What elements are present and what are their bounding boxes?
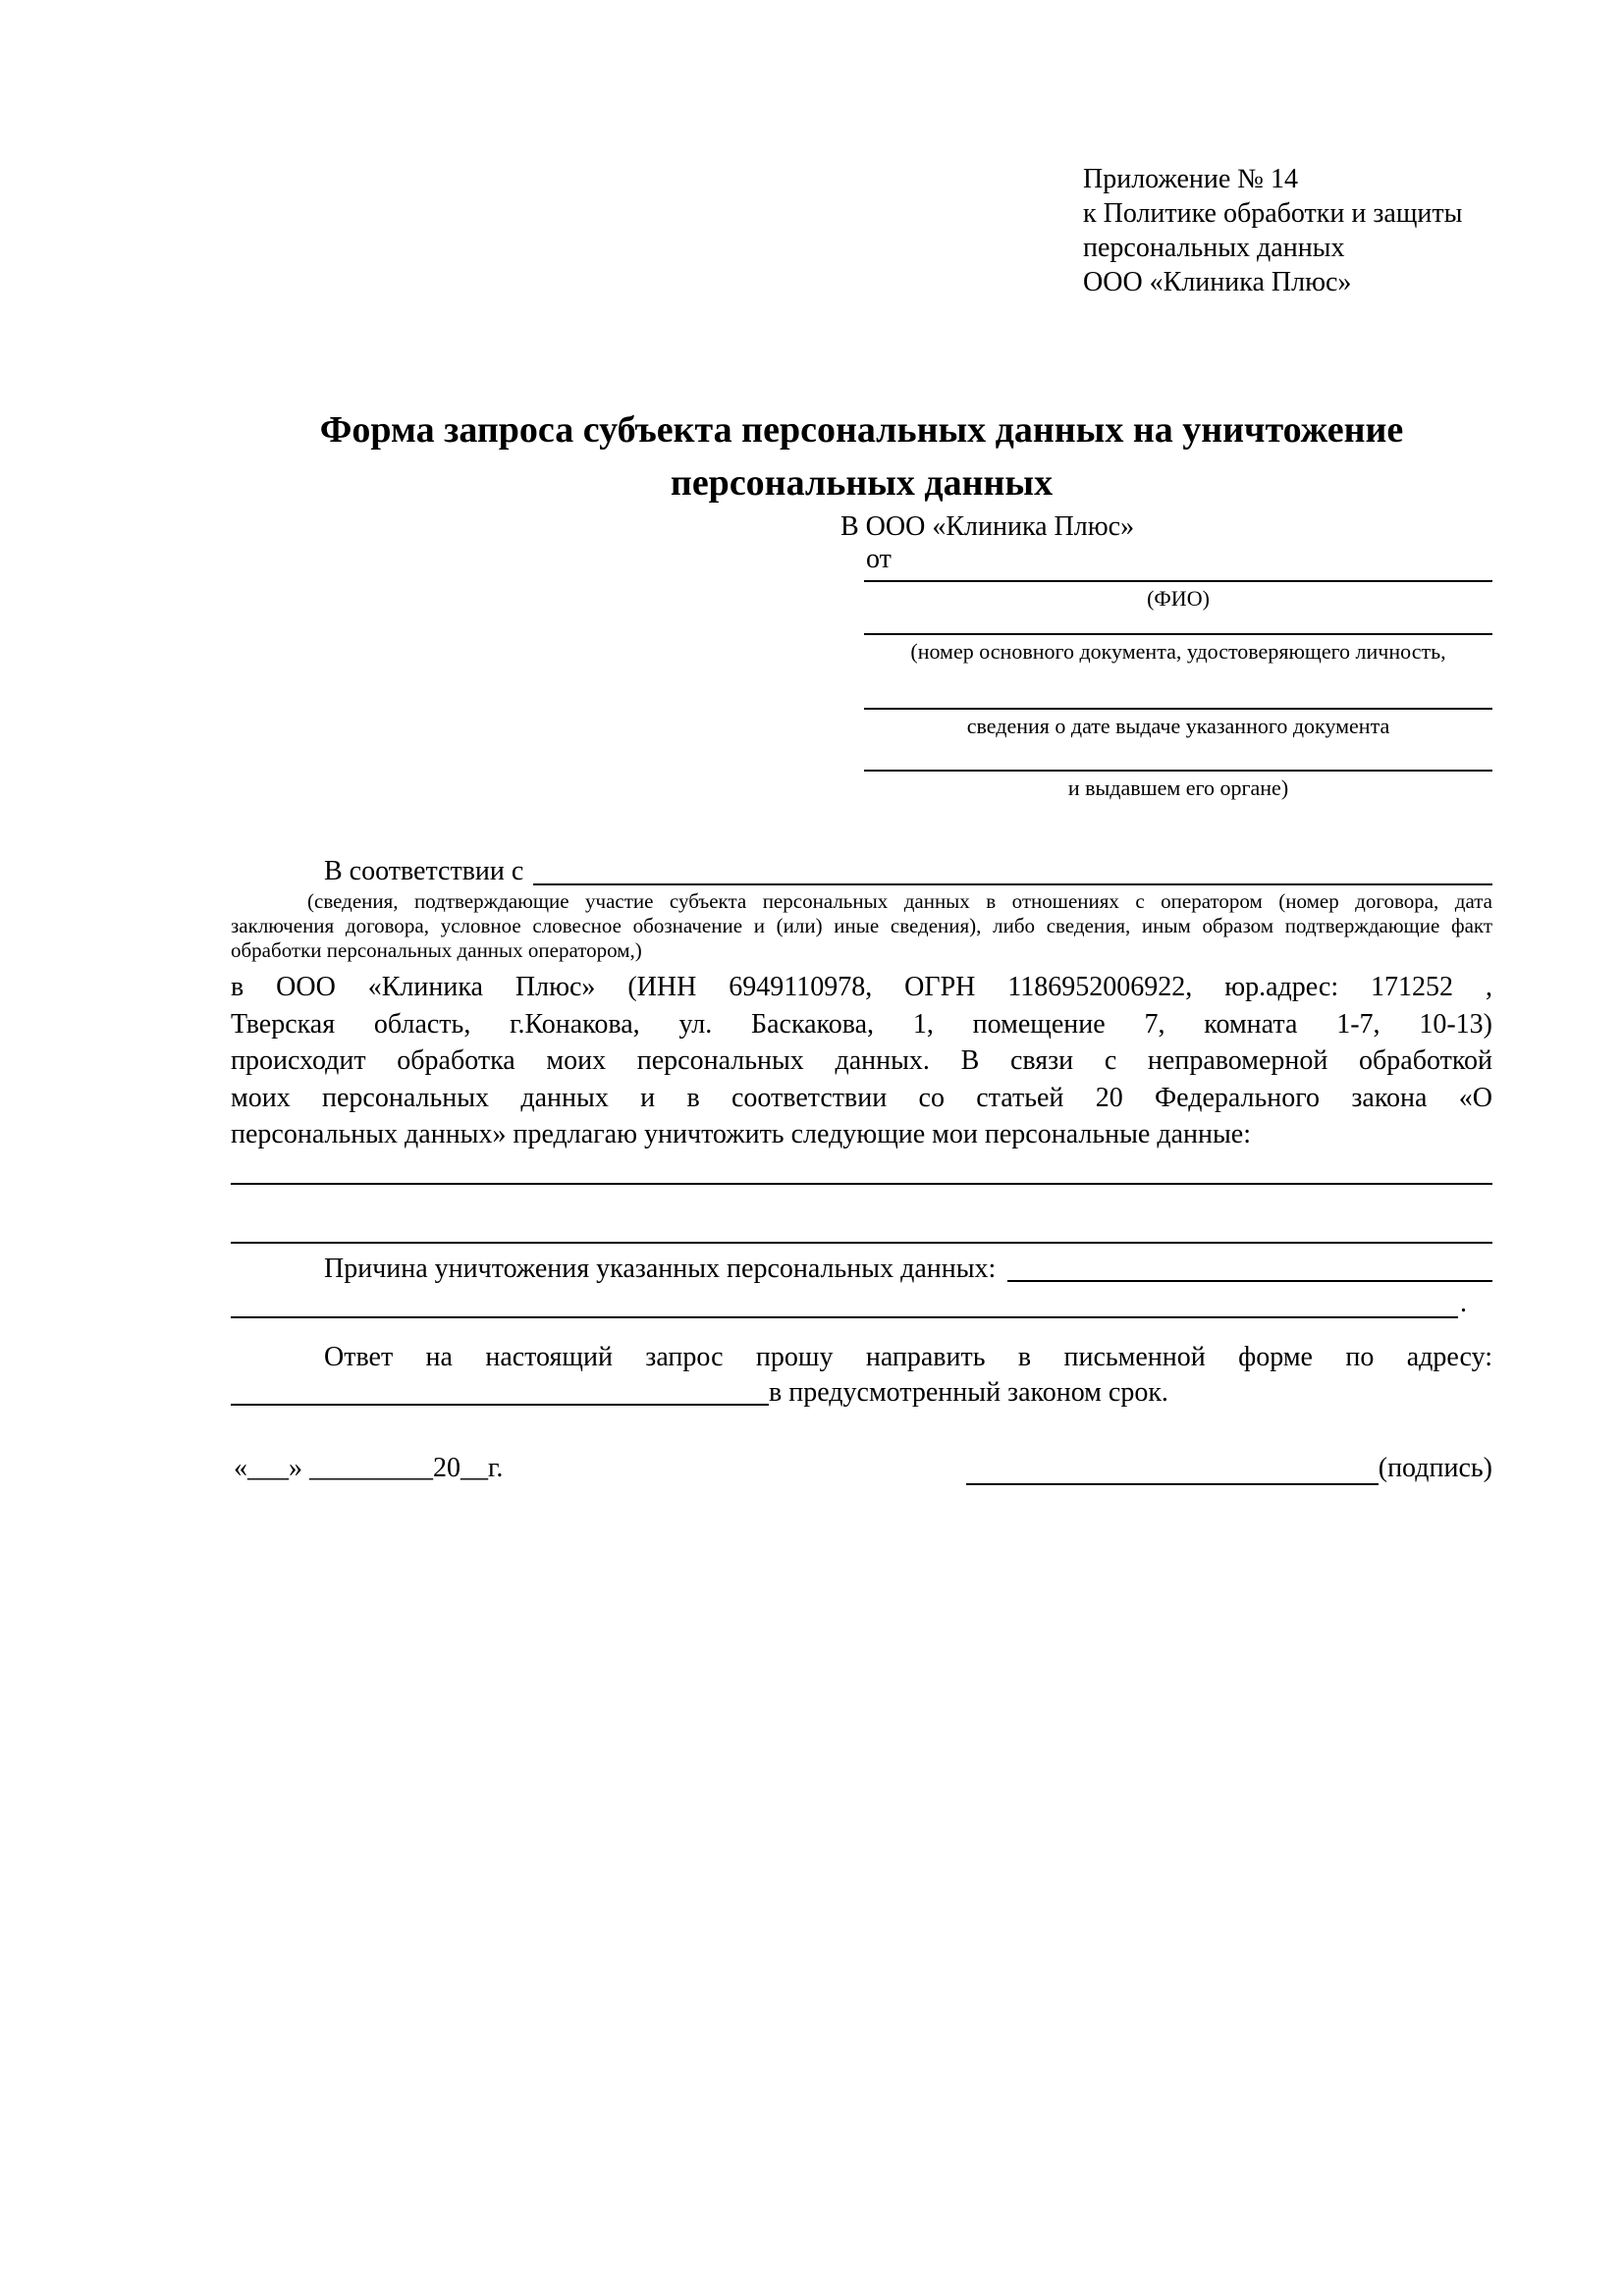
fio-caption: (ФИО)	[1147, 586, 1210, 611]
issue-date-blank-line	[864, 665, 1492, 710]
reason-blank-line	[1007, 1252, 1492, 1282]
body-line: моих персональных данных и в соответствии со статьей 20 Федерального закона «О	[231, 1082, 1492, 1113]
body-line: Тверская область, г.Конакова, ул. Баскакова, 1, помещение 7, комната 1-7, 10-13)	[231, 1008, 1492, 1040]
document-title: Форма запроса субъекта персональных данных на уничтожение персональных данных	[319, 409, 1404, 504]
date-blank-text: «___» _________20__г.	[234, 1452, 504, 1483]
accordance-row	[231, 854, 1492, 889]
accordance-blank-line	[533, 854, 1492, 885]
signature-caption: (подпись)	[1378, 1452, 1492, 1483]
data-to-destroy-blank-line	[231, 1187, 1492, 1244]
document-content	[231, 162, 1492, 1485]
appendix-header-line: ООО «Клиника Плюс»	[1083, 267, 1352, 297]
fio-blank-line	[864, 574, 1492, 582]
date-signature-row	[231, 1452, 1492, 1485]
appendix-header	[1083, 162, 1492, 299]
accordance-note	[231, 889, 1492, 963]
address-term-row	[231, 1375, 1492, 1411]
address-blank-line	[231, 1375, 769, 1406]
issuing-authority-blank-line	[864, 739, 1492, 772]
issuing-authority-caption: и выдавшем его органе)	[1067, 775, 1289, 800]
body-line: в ООО «Клиника Плюс» (ИНН 6949110978, ОГРН 1186952006922, юр.адрес: 171252 ,	[231, 972, 1492, 1002]
accordance-note-line: обработки персональных данных оператором,)	[231, 938, 642, 962]
recipient-line: В ООО «Клиника Плюс»	[840, 511, 1135, 542]
body-paragraph	[231, 969, 1492, 1153]
body-line: персональных данных» предлагаю уничтожить следующие мои персональные данные:	[231, 1119, 1251, 1149]
addressee-fields	[864, 574, 1492, 801]
answer-request-line: Ответ на настоящий запрос прошу направить в письменной форме по адресу:	[324, 1341, 1492, 1372]
issue-date-caption: сведения о дате выдаче указанного документа	[966, 714, 1390, 738]
reason-label: Причина уничтожения указанных персональных данных:	[324, 1253, 997, 1284]
document-number-blank-line	[864, 612, 1492, 635]
appendix-header-line: персональных данных	[1083, 233, 1345, 263]
from-label: от	[866, 544, 892, 574]
accordance-note-line: (сведения, подтверждающие участие субъекта персональных данных в отношениях с оператором (номер договора, дата	[307, 889, 1492, 913]
term-text: в предусмотренный законом срок.	[769, 1376, 1168, 1408]
signature-blank-line	[966, 1460, 1379, 1485]
reason-blank-line	[231, 1295, 1458, 1318]
appendix-header-line: Приложение № 14	[1083, 164, 1298, 194]
reason-continuation-row	[231, 1289, 1492, 1318]
body-line: происходит обработка моих персональных данных. В связи с неправомерной обработкой	[231, 1045, 1492, 1076]
accordance-note-line: заключения договора, условное словесное обозначение и (или) иные сведения), либо сведения, иным образом подтверждающие факт	[231, 914, 1492, 937]
trailing-period: .	[1460, 1287, 1467, 1318]
document-number-caption: (номер основного документа, удостоверяющего личность,	[910, 639, 1446, 664]
reason-row	[231, 1252, 1492, 1287]
accordance-prefix: В соответствии с	[324, 856, 524, 886]
data-to-destroy-blank-line	[231, 1153, 1492, 1185]
signature-group	[966, 1452, 1492, 1485]
appendix-header-line: к Политике обработки и защиты	[1083, 198, 1463, 229]
